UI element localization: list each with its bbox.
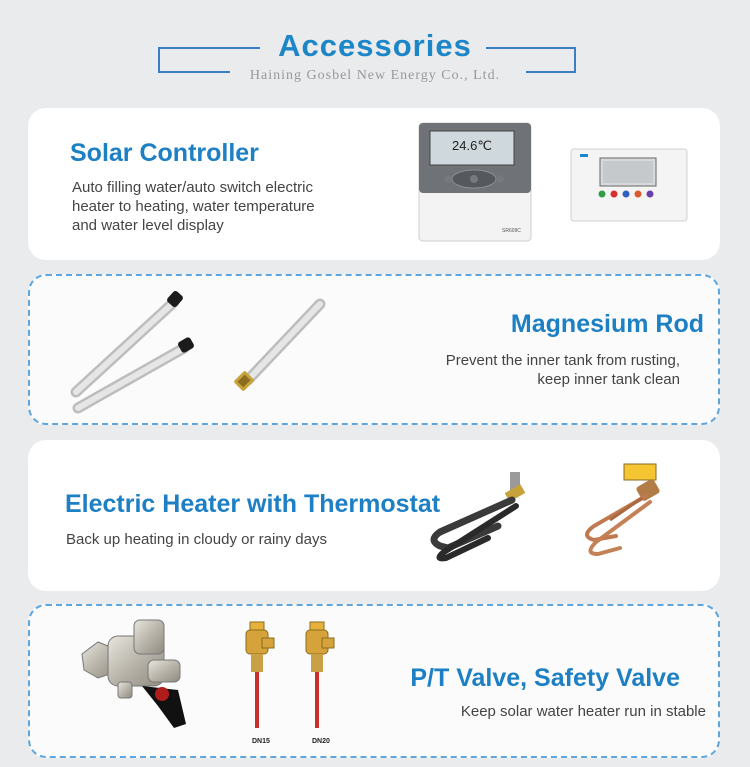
black-heater-element-icon: [428, 470, 538, 564]
copper-heater-element-icon: [576, 462, 686, 566]
magnesium-rod-pair-icon: [66, 290, 216, 416]
controller-sr609c-icon: [418, 122, 534, 244]
pt-valve-card: [28, 604, 720, 758]
electric-heater-card: [28, 440, 720, 591]
page-title: Accessories: [278, 28, 472, 63]
magnesium-rod-title: Magnesium Rod: [510, 310, 704, 338]
company-name: Haining Gosbel New Energy Co., Ltd.: [249, 68, 501, 83]
magnesium-rod-desc-line2: keep inner tank clean: [537, 371, 680, 388]
electric-heater-title: Electric Heater with Thermostat: [65, 490, 441, 518]
valve-label-dn15: DN15: [252, 738, 270, 745]
desc-line: Auto filling water/auto switch electric: [72, 179, 313, 196]
desc-line: heater to heating, water temperature: [72, 198, 315, 215]
pt-valve-title: P/T Valve, Safety Valve: [410, 664, 680, 692]
controller-panel-icon: [570, 148, 690, 224]
magnesium-rod-single-icon: [228, 294, 338, 398]
svg-text:24.6℃: 24.6℃: [452, 138, 492, 153]
valve-label-dn20: DN20: [312, 738, 330, 745]
electric-heater-desc: Back up heating in cloudy or rainy days: [66, 531, 327, 548]
magnesium-rod-desc-line1: Prevent the inner tank from rusting,: [445, 352, 680, 369]
magnesium-rod-card: [28, 274, 720, 425]
desc-line: and water level display: [72, 217, 224, 234]
pt-valve-icon: [240, 618, 350, 736]
solar-controller-title: Solar Controller: [70, 139, 259, 167]
safety-valve-icon: [78, 616, 212, 734]
solar-controller-card: [28, 108, 720, 260]
svg-text:SR609C: SR609C: [502, 228, 521, 234]
pt-valve-desc: Keep solar water heater run in stable: [460, 703, 706, 720]
